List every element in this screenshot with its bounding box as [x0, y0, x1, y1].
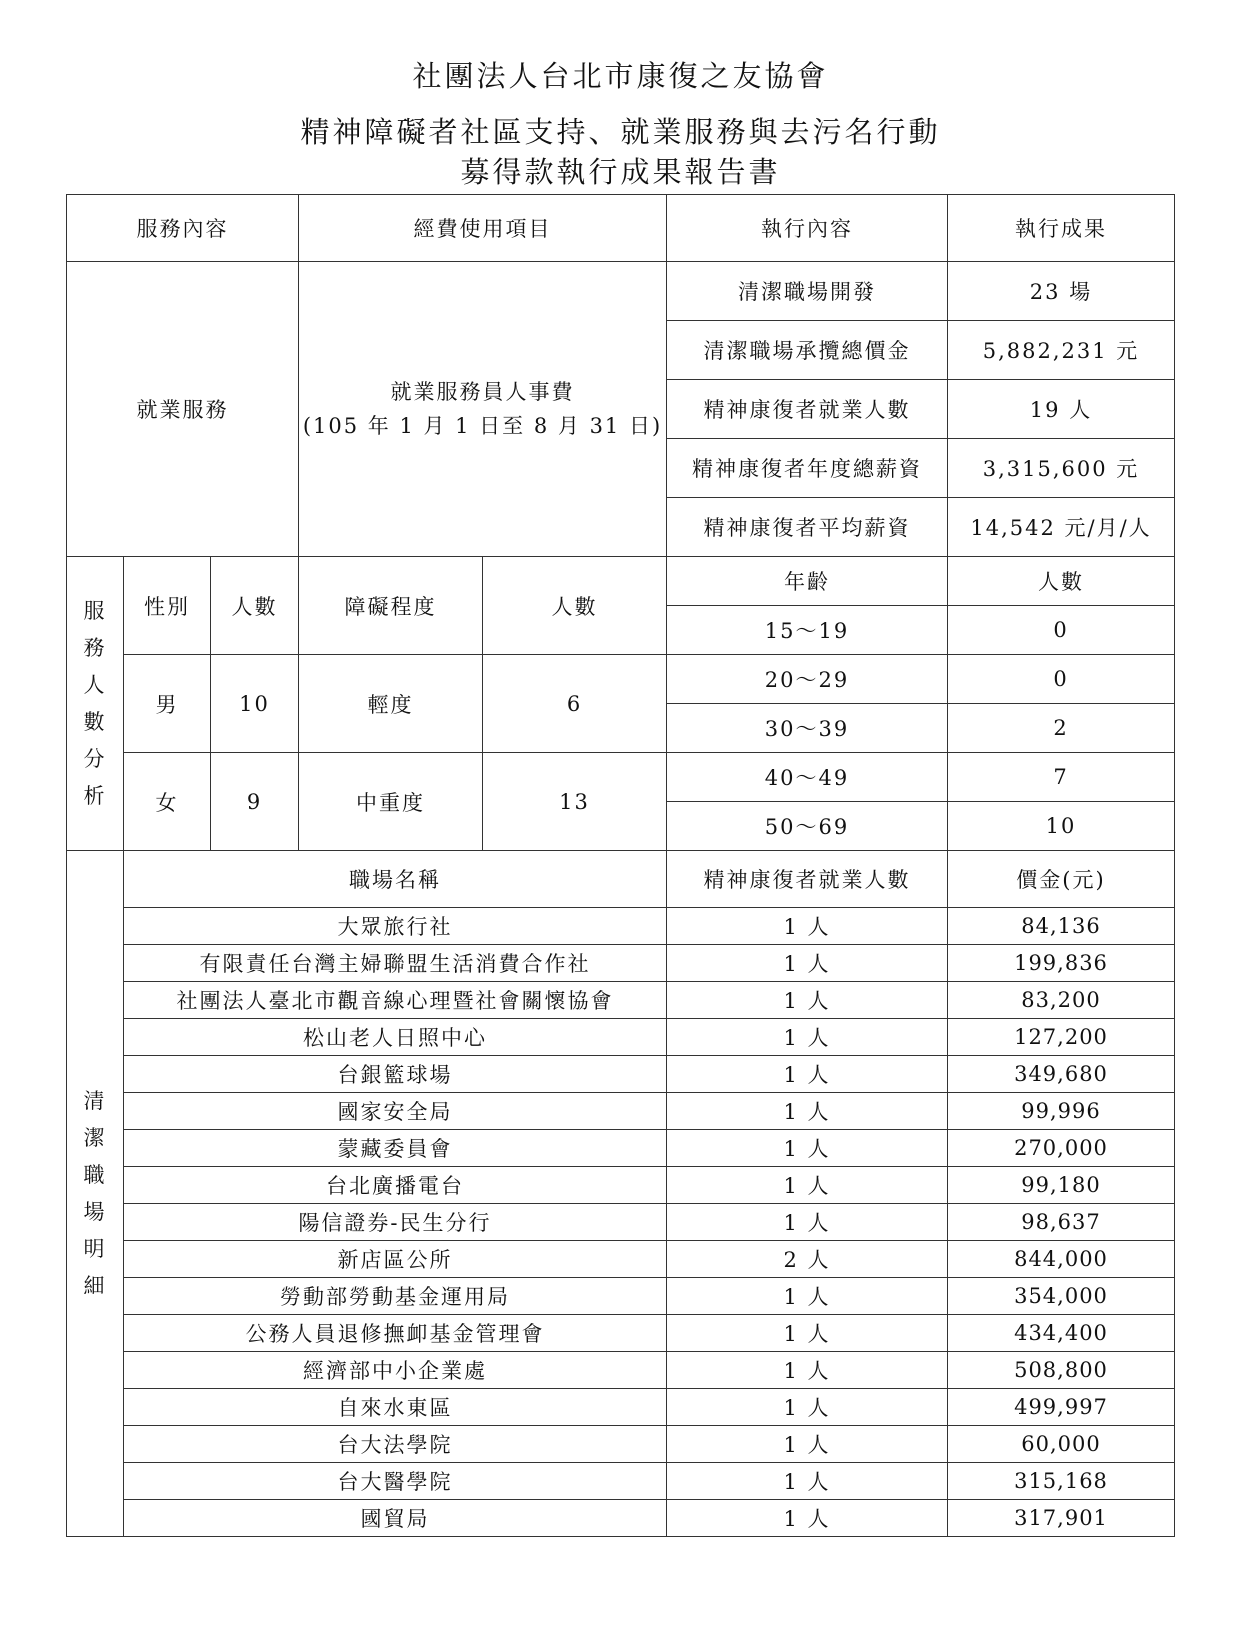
gender-count: 9	[211, 753, 299, 851]
workplace-row	[67, 1352, 1175, 1389]
service-header: 服務內容	[67, 195, 299, 262]
workplace-amount: 84,136	[948, 908, 1175, 945]
workplace-employed-header: 精神康復者就業人數	[667, 851, 948, 908]
workplace-amount: 844,000	[948, 1241, 1175, 1278]
workplace-amount: 315,168	[948, 1463, 1175, 1500]
workplace-row	[67, 945, 1175, 982]
workplace-row	[67, 1019, 1175, 1056]
age-range: 50～69	[667, 802, 948, 851]
workplace-row	[67, 1130, 1175, 1167]
workplace-name: 國家安全局	[124, 1093, 667, 1130]
analysis-row	[67, 655, 1175, 704]
workplace-amount: 434,400	[948, 1315, 1175, 1352]
workplace-employed: 1 人	[667, 1093, 948, 1130]
employment-item-label: 精神康復者就業人數	[667, 380, 948, 439]
age-header: 年齡	[667, 557, 948, 606]
workplace-name: 勞動部勞動基金運用局	[124, 1278, 667, 1315]
workplace-employed: 1 人	[667, 1204, 948, 1241]
workplace-name: 自來水東區	[124, 1389, 667, 1426]
expense-line-2: (105 年 1 月 1 日至 8 月 31 日)	[302, 414, 663, 438]
age-count: 0	[948, 606, 1175, 655]
workplace-row	[67, 908, 1175, 945]
workplace-name: 公務人員退修撫卹基金管理會	[124, 1315, 667, 1352]
workplace-row	[67, 1056, 1175, 1093]
workplace-amount: 83,200	[948, 982, 1175, 1019]
workplace-name-header: 職場名稱	[124, 851, 667, 908]
expense-line-1: 就業服務員人事費	[390, 380, 575, 404]
workplace-amount: 99,996	[948, 1093, 1175, 1130]
employment-item-value: 3,315,600 元	[948, 439, 1175, 498]
employment-row	[67, 262, 1175, 321]
employment-item-value: 14,542 元/月/人	[948, 498, 1175, 557]
workplace-employed: 1 人	[667, 1463, 948, 1500]
age-range: 30～39	[667, 704, 948, 753]
workplace-employed: 1 人	[667, 1315, 948, 1352]
workplace-row	[67, 1315, 1175, 1352]
employment-item-value: 23 場	[948, 262, 1175, 321]
analysis-section-label	[67, 557, 124, 851]
workplace-employed: 1 人	[667, 945, 948, 982]
age-count: 0	[948, 655, 1175, 704]
workplace-name: 大眾旅行社	[124, 908, 667, 945]
workplace-name: 松山老人日照中心	[124, 1019, 667, 1056]
workplace-name: 蒙藏委員會	[124, 1130, 667, 1167]
disability-header: 障礙程度	[299, 557, 483, 655]
workplace-employed: 1 人	[667, 1167, 948, 1204]
workplace-employed: 1 人	[667, 1500, 948, 1537]
workplace-row	[67, 1500, 1175, 1537]
workplace-amount: 199,836	[948, 945, 1175, 982]
gender-count-header: 人數	[211, 557, 299, 655]
workplace-amount: 270,000	[948, 1130, 1175, 1167]
employment-expense-cell	[299, 262, 667, 557]
employment-service-cell: 就業服務	[67, 262, 299, 557]
analysis-row	[67, 557, 1175, 606]
employment-item-label: 清潔職場開發	[667, 262, 948, 321]
disability-label: 輕度	[299, 655, 483, 753]
organization-title: 社團法人台北市康復之友協會	[412, 59, 829, 93]
workplace-amount: 99,180	[948, 1167, 1175, 1204]
content-header: 執行內容	[667, 195, 948, 262]
age-count: 10	[948, 802, 1175, 851]
expense-header: 經費使用項目	[299, 195, 667, 262]
workplace-employed: 1 人	[667, 1019, 948, 1056]
workplace-name: 國貿局	[124, 1500, 667, 1537]
workplace-name: 新店區公所	[124, 1241, 667, 1278]
age-range: 20～29	[667, 655, 948, 704]
disability-label: 中重度	[299, 753, 483, 851]
workplace-name: 台大醫學院	[124, 1463, 667, 1500]
disability-count-header: 人數	[483, 557, 667, 655]
analysis-row	[67, 753, 1175, 802]
age-count: 7	[948, 753, 1175, 802]
result-header: 執行成果	[948, 195, 1175, 262]
workplace-amount: 98,637	[948, 1204, 1175, 1241]
header-row	[67, 195, 1175, 262]
workplace-employed: 2 人	[667, 1241, 948, 1278]
workplace-row	[67, 1241, 1175, 1278]
gender-label: 女	[124, 753, 211, 851]
workplace-row	[67, 1426, 1175, 1463]
workplace-amount: 508,800	[948, 1352, 1175, 1389]
age-range: 40～49	[667, 753, 948, 802]
workplace-row	[67, 1204, 1175, 1241]
program-title: 精神障礙者社區支持、就業服務與去污名行動	[300, 115, 941, 149]
gender-count: 10	[211, 655, 299, 753]
workplace-amount-header: 價金(元)	[948, 851, 1175, 908]
workplace-name: 經濟部中小企業處	[124, 1352, 667, 1389]
workplace-header-row	[67, 851, 1175, 908]
age-count-header: 人數	[948, 557, 1175, 606]
employment-item-label: 精神康復者平均薪資	[667, 498, 948, 557]
workplace-name: 台北廣播電台	[124, 1167, 667, 1204]
workplace-section-text: 清潔職場明細	[83, 1088, 107, 1298]
employment-item-label: 清潔職場承攬總價金	[667, 321, 948, 380]
workplace-amount: 354,000	[948, 1278, 1175, 1315]
workplace-employed: 1 人	[667, 908, 948, 945]
workplace-employed: 1 人	[667, 1056, 948, 1093]
workplace-amount: 127,200	[948, 1019, 1175, 1056]
workplace-row	[67, 1389, 1175, 1426]
workplace-amount: 317,901	[948, 1500, 1175, 1537]
workplace-row	[67, 982, 1175, 1019]
workplace-employed: 1 人	[667, 1278, 948, 1315]
workplace-amount: 349,680	[948, 1056, 1175, 1093]
workplace-employed: 1 人	[667, 1130, 948, 1167]
disability-count: 13	[483, 753, 667, 851]
employment-item-label: 精神康復者年度總薪資	[667, 439, 948, 498]
workplace-row	[67, 1278, 1175, 1315]
workplace-name: 社團法人臺北市觀音線心理暨社會關懷協會	[124, 982, 667, 1019]
age-count: 2	[948, 704, 1175, 753]
workplace-row	[67, 1093, 1175, 1130]
workplace-employed: 1 人	[667, 982, 948, 1019]
workplace-employed: 1 人	[667, 1352, 948, 1389]
gender-label: 男	[124, 655, 211, 753]
gender-header: 性別	[124, 557, 211, 655]
disability-count: 6	[483, 655, 667, 753]
workplace-amount: 499,997	[948, 1389, 1175, 1426]
employment-item-value: 19 人	[948, 380, 1175, 439]
employment-item-value: 5,882,231 元	[948, 321, 1175, 380]
analysis-section-text: 服務人數分析	[83, 598, 107, 808]
age-range: 15～19	[667, 606, 948, 655]
workplace-row	[67, 1463, 1175, 1500]
report-title: 募得款執行成果報告書	[460, 155, 781, 189]
workplace-name: 台大法學院	[124, 1426, 667, 1463]
workplace-employed: 1 人	[667, 1426, 948, 1463]
workplace-name: 台銀籃球場	[124, 1056, 667, 1093]
workplace-name: 陽信證券-民生分行	[124, 1204, 667, 1241]
report-table	[66, 194, 1175, 1537]
workplace-name: 有限責任台灣主婦聯盟生活消費合作社	[124, 945, 667, 982]
workplace-employed: 1 人	[667, 1389, 948, 1426]
workplace-amount: 60,000	[948, 1426, 1175, 1463]
workplace-section-label	[67, 851, 124, 1537]
workplace-row	[67, 1167, 1175, 1204]
